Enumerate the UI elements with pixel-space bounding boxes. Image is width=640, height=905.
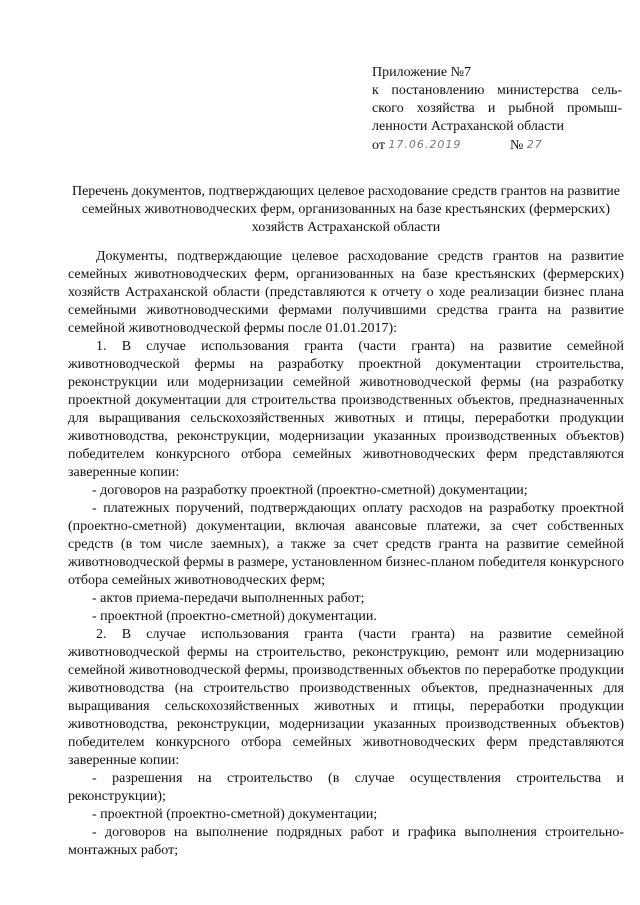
appendix-decree-line-3: ленности Астраханской области bbox=[372, 119, 564, 134]
section-1-paragraph: 1. В случае использования гранта (части гранта) на развитие семейной животноводческой фермы на разработку проектной документации строительства, реконструкции или модернизации семейной животноводческой фермы (на разработку проектной документации для строительства производственных объектов, предназначенных для выращивания сельскохозяйственных животных и птицы, переработки продукции животноводства, реконструкции, модернизации указанных производственных объектов) победителем конкурсного отбора семейных животноводческих ферм представляются заверенные копии: bbox=[68, 339, 624, 480]
document-body bbox=[68, 248, 624, 860]
list-item: - проектной (проектно-сметной) документации. bbox=[92, 609, 377, 624]
handwritten-number: 27 bbox=[526, 138, 543, 151]
appendix-decree-line-1: к постановлению министерства сель- bbox=[372, 83, 622, 98]
section-2-paragraph: 2. В случае использования гранта (части гранта) на развитие семейной животноводческой фермы на строительство, реконструкцию, ремонт или модернизацию семейной животноводческой фермы, производственных объектов по переработке продукции животноводства (на строительство производственных объектов, предназначенных для выращивания сельскохозяйственных животных и птицы, переработки продукции животноводства, реконструкции, модернизации указанных производственных объектов) победителем конкурсного отбора семейных животноводческих ферм представляются заверенные копии: bbox=[68, 627, 624, 768]
document-title: Перечень документов, подтверждающих целевое расходование средств грантов на развитие семейных животноводческих ферм, организованных на базе крестьянских (фермерских) хозяйств Астраханской области bbox=[71, 184, 621, 235]
appendix-number: Приложение №7 bbox=[372, 65, 471, 80]
list-item: - разрешения на строительство (в случае осуществления строительства и реконструкции); bbox=[68, 771, 624, 804]
list-item: - платежных поручений, подтверждающих оплату расходов на разработку проектной (проектно-сметной) документации, включая авансовые платежи, за счет собственных средств (в том числе заемных), а также за счет средств гранта на развитие семейной животноводческой фермы в размере, установленном бизнес-планом победителя конкурсного отбора семейных животноводческих ферм; bbox=[68, 501, 624, 588]
intro-paragraph: Документы, подтверждающие целевое расходование средств грантов на развитие семейных животноводческих ферм, организованных на базе крестьянских (фермерских) хозяйств Астраханской области (представляются к отчету о ходе реализации бизнес плана семейными животноводческими фермами получившими средства гранта на развитие семейной животноводческой фермы после 01.01.2017): bbox=[68, 249, 624, 336]
date-prefix: от bbox=[372, 138, 385, 153]
number-prefix: № bbox=[509, 138, 524, 153]
list-item: - проектной (проектно-сметной) документации; bbox=[92, 807, 378, 822]
list-item: - актов приема-передачи выполненных работ; bbox=[92, 591, 365, 606]
list-item: - договоров на выполнение подрядных работ и графика выполнения строительно-монтажных работ; bbox=[68, 825, 624, 858]
appendix-decree-line-2: ского хозяйства и рыбной промыш- bbox=[372, 101, 622, 116]
appendix-date-line bbox=[372, 136, 622, 155]
handwritten-date: 17.06.2019 bbox=[388, 138, 462, 151]
appendix-header bbox=[372, 64, 622, 155]
list-item: - договоров на разработку проектной (проектно-сметной) документации; bbox=[92, 483, 528, 498]
